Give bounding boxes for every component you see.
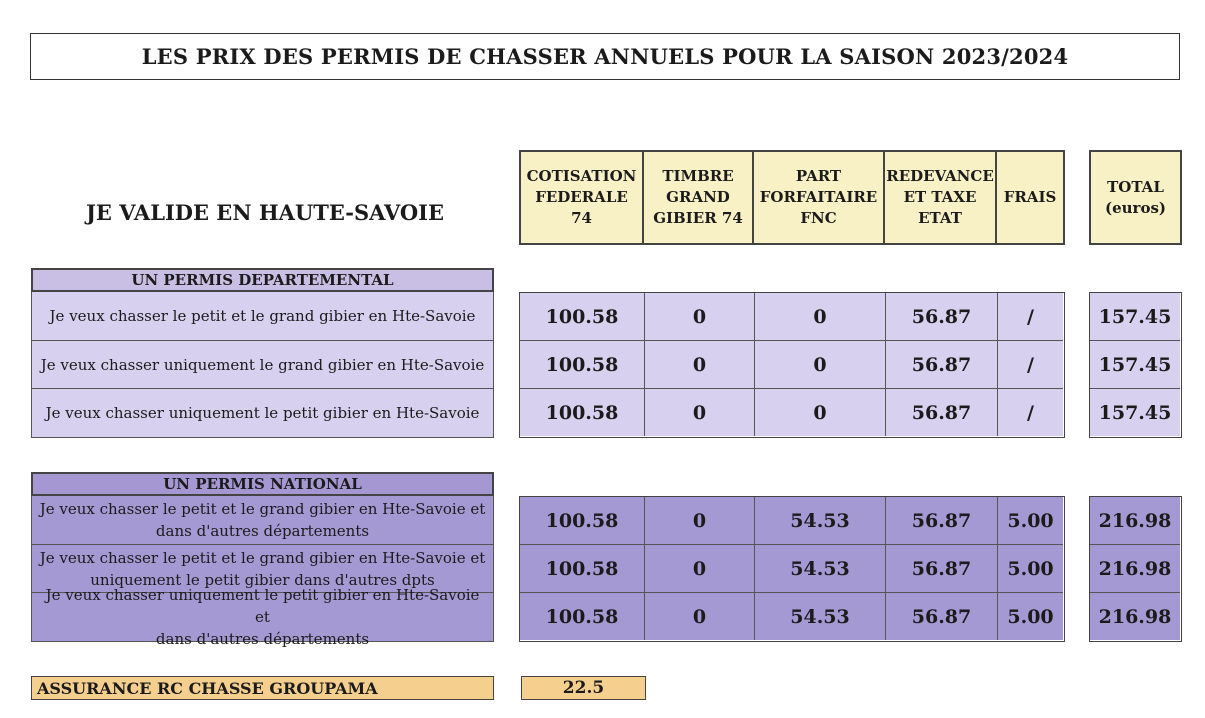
desc-line: Je veux chasser le petit et le grand gibier en Hte-Savoie et [39,500,486,518]
header-part [754,150,885,245]
header-line: ET TAXE [903,188,977,206]
desc-line: Je veux chasser le petit et le grand gibier en Hte-Savoie [49,307,476,325]
cell-part: 54.53 [755,545,886,593]
desc-line: Je veux chasser uniquement le grand gibier en Hte-Savoie [40,355,485,374]
desc-line: dans d'autres départements [155,630,370,648]
header-cotisation [519,150,644,245]
cell-frais: / [998,293,1063,341]
desc-line: dans d'autres départements [155,522,370,540]
subtitle [80,190,450,234]
desc-line: Je veux chasser uniquement le petit gibier en Hte-Savoie et [45,586,480,626]
cell-total: 157.45 [1090,389,1180,436]
desc-line: Je veux chasser le petit et le grand gibier en Hte-Savoie et [39,548,486,567]
assurance-label-text: ASSURANCE RC CHASSE GROUPAMA [37,678,378,698]
header-line: FEDERALE 74 [535,188,628,227]
cell-redevance: 56.87 [886,389,998,436]
header-line: GIBIER 74 [653,209,743,227]
cell-frais: / [998,389,1063,436]
cell-total: 216.98 [1090,545,1180,593]
cell-total: 157.45 [1090,293,1180,341]
header-line: TOTAL [1107,177,1164,196]
header-frais [997,150,1065,245]
cell-part: 54.53 [755,593,886,640]
row-desc [31,341,494,389]
header-total [1089,150,1182,245]
cell-frais: 5.00 [998,593,1063,640]
cell-redevance: 56.87 [886,341,998,389]
header-redevance [885,150,997,245]
cell-frais: 5.00 [998,545,1063,593]
header-line: FRAIS [1003,188,1057,206]
cell-redevance: 56.87 [886,293,998,341]
departemental-total-grid [1089,292,1182,438]
cell-part: 0 [755,341,886,389]
page-title [30,33,1180,80]
cell-part: 0 [755,293,886,341]
cell-timbre: 0 [645,293,755,341]
cell-redevance: 56.87 [886,593,998,640]
row-desc [31,292,494,341]
section-title-departemental [31,268,494,292]
cell-total: 216.98 [1090,497,1180,545]
cell-total: 216.98 [1090,593,1180,640]
row-desc [31,389,494,438]
cell-cotisation: 100.58 [520,497,645,545]
desc-line: uniquement le petit gibier dans d'autres dpts [90,570,435,589]
cell-timbre: 0 [645,341,755,389]
subtitle-text: JE VALIDE EN HAUTE-SAVOIE [85,199,444,225]
header-timbre [644,150,754,245]
cell-part: 0 [755,389,886,436]
cell-part: 54.53 [755,497,886,545]
section-title-text: UN PERMIS DEPARTEMENTAL [131,271,394,289]
cell-timbre: 0 [645,545,755,593]
header-line: TIMBRE [662,167,734,185]
assurance-label [31,676,494,700]
header-line: FNC [800,209,837,227]
cell-frais: / [998,341,1063,389]
desc-line: Je veux chasser uniquement le petit gibier en Hte-Savoie [45,404,480,422]
departemental-grid [519,292,1065,438]
page-title-text: LES PRIX DES PERMIS DE CHASSER ANNUELS POUR LA SAISON 2023/2024 [141,44,1069,69]
header-line: ETAT [918,209,962,227]
section-title-text: UN PERMIS NATIONAL [163,475,362,493]
cell-cotisation: 100.58 [520,593,645,640]
cell-cotisation: 100.58 [520,341,645,389]
header-line: GRAND [666,188,730,206]
assurance-value [521,676,646,700]
cell-redevance: 56.87 [886,497,998,545]
national-total-grid [1089,496,1182,642]
header-line: COTISATION [526,167,637,185]
header-line: PART [795,167,842,185]
row-desc [31,586,494,648]
section-title-national [31,472,494,496]
header-line: FORFAITAIRE [759,188,878,206]
header-line: (euros) [1105,198,1166,217]
cell-redevance: 56.87 [886,545,998,593]
cell-cotisation: 100.58 [520,293,645,341]
assurance-value-text: 22.5 [562,678,605,698]
row-desc [31,496,494,545]
cell-total: 157.45 [1090,341,1180,389]
cell-timbre: 0 [645,389,755,436]
cell-timbre: 0 [645,497,755,545]
cell-timbre: 0 [645,593,755,640]
cell-cotisation: 100.58 [520,389,645,436]
header-line: REDEVANCE [886,167,994,185]
cell-cotisation: 100.58 [520,545,645,593]
cell-frais: 5.00 [998,497,1063,545]
national-grid [519,496,1065,642]
